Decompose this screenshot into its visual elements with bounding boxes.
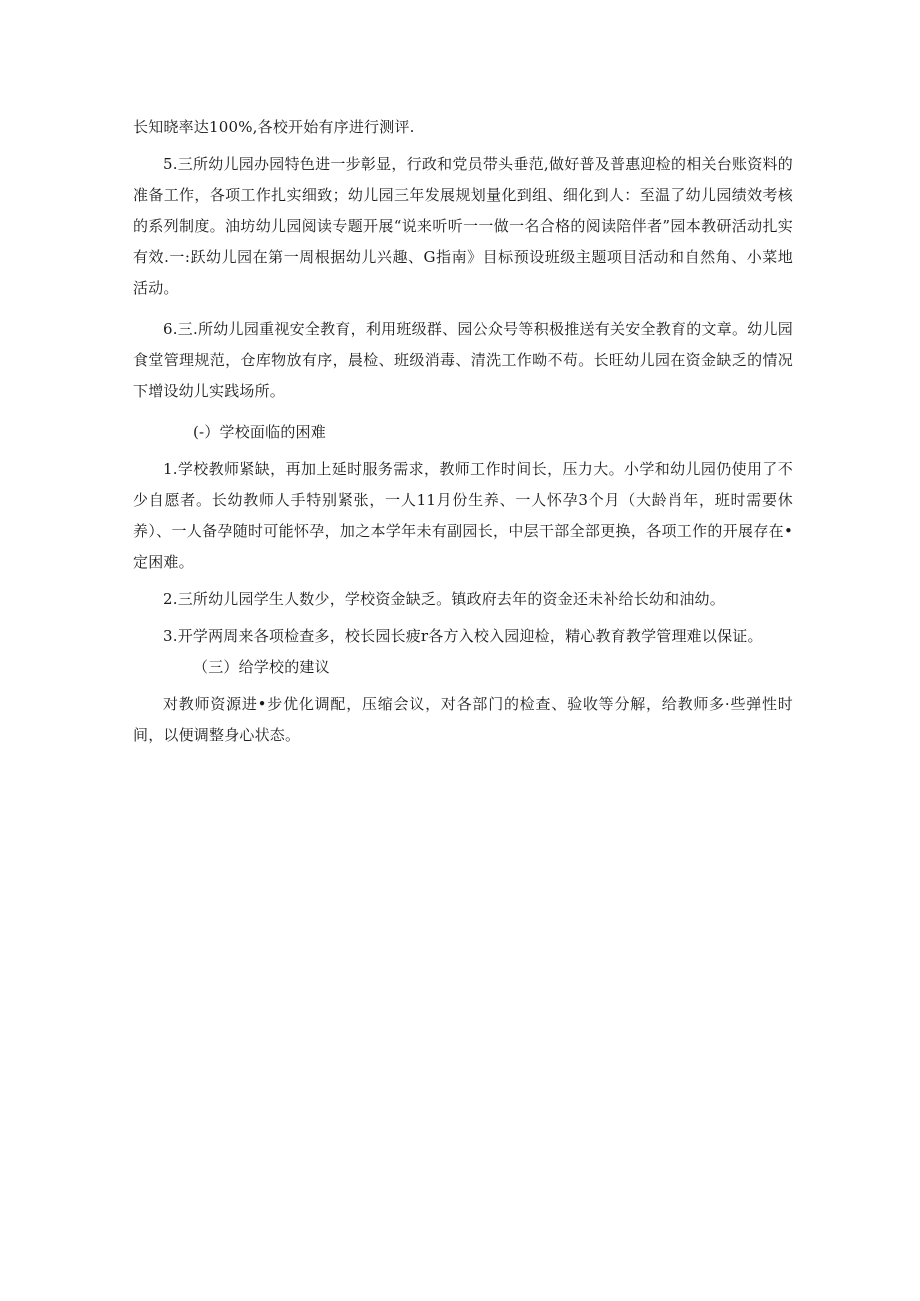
paragraph-difficulty-2: 2.三所幼儿园学生人数少，学校资金缺乏。镇政府去年的资金还未补给长幼和油幼。 xyxy=(163,590,725,608)
section-heading-suggestions: （三）给学校的建议 xyxy=(193,658,330,676)
paragraph-item-6: 6.三.所幼儿园重视安全教育，利用班级群、园公众号等积极推送有关安全教育的文章。幼儿园食堂管理规范，仓库物放有序，晨检、班级消毒、清洗工作呦不苟。长旺幼儿园在资金缺乏的情况下增设幼儿实践场所。 xyxy=(133,320,793,400)
section-heading-difficulties: (-）学校面临的困难 xyxy=(193,423,326,441)
paragraph-suggestion: 对教师资源进•步优化调配，压缩会议，对各部门的检查、验收等分解，给教师多·些弹性时间，以便调整身心状态。 xyxy=(133,695,793,744)
paragraph-difficulty-1: 1.学校教师紧缺，再加上延时服务需求，教师工作时间长，压力大。小学和幼儿园仍使用了不少自愿者。长幼教师人手特别紧张，一人11月份生养、一人怀孕3个月（大龄肖年，班时需要休养）、一人备孕随时可能怀孕，加之本学年未有副园长，中层干部全部更换，各项工作的开展存在•定困难。 xyxy=(133,460,793,571)
paragraph-item-5: 5.三所幼儿园办园特色进一步彰显，行政和党员带头垂范,做好普及普惠迎检的相关台账资料的准备工作，各项工作扎实细致；幼儿园三年发展规划量化到组、细化到人：至温了幼儿园绩效考核的系列制度。油坊幼儿园阅读专题开展“说来听听一一做一名合格的阅读陪伴者”园本教研活动扎实有效.一:跃幼儿园在第一周根据幼儿兴趣、G指南》目标预设班级主题项目活动和自然角、小菜地活动。 xyxy=(133,155,793,297)
paragraph-intro: 长知晓率达100%,各校开始有序进行测评. xyxy=(133,118,415,136)
paragraph-difficulty-3: 3.开学两周来各项检查多，校长园长疲r各方入校入园迎检，精心教育教学管理难以保证。 xyxy=(163,627,763,645)
document-page xyxy=(133,112,793,751)
